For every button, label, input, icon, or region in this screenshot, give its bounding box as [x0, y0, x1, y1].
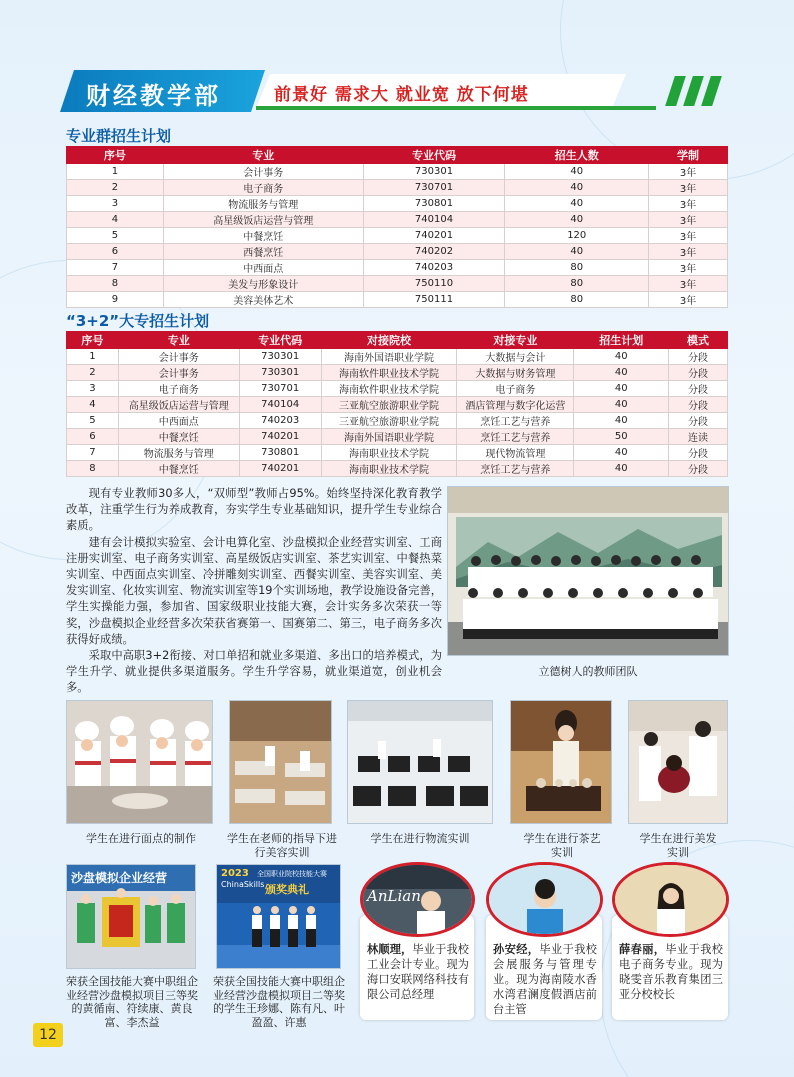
table-cell: 海南职业技术学院 — [321, 445, 457, 461]
table-cell: 40 — [574, 413, 669, 429]
table-row — [67, 429, 728, 445]
table-cell: 高星级饭店运营与管理 — [163, 212, 363, 228]
graduate-desc: 毕业于我校电子商务专业。现为晓雯音乐教育集团三亚分校校长 — [619, 943, 723, 1001]
table-cell: 730301 — [363, 164, 505, 180]
column-header: 序号 — [67, 332, 119, 349]
table-cell: 美发与形象设计 — [163, 276, 363, 292]
award-banner-text: 沙盘模拟企业经营 — [71, 871, 168, 885]
table-cell: 连读 — [669, 429, 728, 445]
photo-caption: 学生在进行茶艺实训 — [523, 832, 601, 859]
table-cell: 7 — [67, 445, 119, 461]
graduate-text — [619, 942, 723, 1002]
table-row — [67, 196, 728, 212]
graduate-photo — [486, 862, 603, 937]
photo-caption: 学生在进行物流实训 — [370, 832, 470, 845]
table-cell: 海南外国语职业学院 — [321, 349, 457, 365]
table-cell: 大数据与财务管理 — [457, 365, 574, 381]
table-cell: 80 — [505, 276, 649, 292]
table-cell: 1 — [67, 349, 119, 365]
header-underline — [256, 106, 656, 110]
table-cell: 3年 — [649, 260, 728, 276]
table-cell: 烹饪工艺与营养 — [457, 413, 574, 429]
column-header: 招生计划 — [574, 332, 669, 349]
table-cell: 烹饪工艺与营养 — [457, 429, 574, 445]
table-cell: 740203 — [363, 260, 505, 276]
graduate-desc: 毕业于我校工业会计专业。现为海口安联网络科技有限公司总经理 — [367, 943, 469, 1001]
table-row — [67, 413, 728, 429]
table-row — [67, 180, 728, 196]
header-slogan: 前景好 需求大 就业宽 放下何堪 — [274, 85, 529, 105]
award-sandbox-photo — [66, 864, 196, 969]
award-year: 2023 — [221, 868, 249, 879]
table-cell: 分段 — [669, 461, 728, 477]
hairdressing-class-photo — [628, 700, 728, 824]
table-cell: 740201 — [239, 429, 321, 445]
table-cell: 西餐烹饪 — [163, 244, 363, 260]
table-row — [67, 244, 728, 260]
column-header: 招生人数 — [505, 147, 649, 164]
table-cell: 中餐烹饪 — [118, 461, 239, 477]
table-cell: 3年 — [649, 276, 728, 292]
graduate-name: 孙安经， — [493, 943, 540, 956]
graduate-desc: 毕业于我校会展服务与管理专业。现为海南陵水香水湾君澜度假酒店前台主管 — [493, 943, 597, 1016]
table-cell: 5 — [67, 228, 164, 244]
teacher-team-photo — [447, 486, 729, 656]
table-cell: 会计事务 — [118, 349, 239, 365]
column-header: 专业 — [163, 147, 363, 164]
award-ceremony-photo — [216, 864, 341, 969]
graduate-photo — [360, 862, 475, 937]
table-cell: 730301 — [239, 349, 321, 365]
page-title: 财经教学部 — [86, 82, 221, 110]
table-cell: 海南外国语职业学院 — [321, 429, 457, 445]
table-cell: 三亚航空旅游职业学院 — [321, 413, 457, 429]
table-cell: 3年 — [649, 292, 728, 308]
table-cell: 3 — [67, 196, 164, 212]
column-header: 序号 — [67, 147, 164, 164]
table-cell: 分段 — [669, 381, 728, 397]
graduate-photo — [612, 862, 729, 937]
photo-caption: 学生在进行美发实训 — [639, 832, 717, 859]
table-cell: 4 — [67, 397, 119, 413]
table-cell: 50 — [574, 429, 669, 445]
stripes-decoration — [666, 76, 726, 106]
table-cell: 3 — [67, 381, 119, 397]
table-cell: 2 — [67, 180, 164, 196]
table1-title: 专业群招生计划 — [66, 127, 172, 145]
intro-paragraph: 现有专业教师30多人，“双师型”教师占95%。始终坚持深化教育教学改革，注重学生行为养成教育，夯实学生专业基础知识，提升学生专业综合素质。 — [66, 487, 442, 533]
table-cell: 740203 — [239, 413, 321, 429]
table-cell: 740202 — [363, 244, 505, 260]
table-row — [67, 228, 728, 244]
table-cell: 电子商务 — [163, 180, 363, 196]
table-cell: 物流服务与管理 — [163, 196, 363, 212]
table-row — [67, 397, 728, 413]
table-cell: 740104 — [363, 212, 505, 228]
table-row — [67, 292, 728, 308]
table-cell: 大数据与会计 — [457, 349, 574, 365]
intro-paragraph: 采取中高职3+2衔接、对口单招和就业多渠道、多出口的培养模式，为学生升学、就业提供多渠道服务。学生升学容易，就业渠道宽，创业机会多。 — [66, 649, 442, 695]
table-cell: 730301 — [239, 365, 321, 381]
table-cell: 6 — [67, 429, 119, 445]
table-row — [67, 461, 728, 477]
table-cell: 740201 — [363, 228, 505, 244]
table-cell: 中西面点 — [163, 260, 363, 276]
table-cell: 730801 — [363, 196, 505, 212]
table-cell: 40 — [574, 349, 669, 365]
table-cell: 高星级饭店运营与管理 — [118, 397, 239, 413]
table-cell: 40 — [574, 397, 669, 413]
table-cell: 海南软件职业技术学院 — [321, 365, 457, 381]
photo-caption: 学生在老师的指导下进行美容实训 — [227, 832, 337, 859]
table-cell: 三亚航空旅游职业学院 — [321, 397, 457, 413]
table-cell: 740201 — [239, 461, 321, 477]
table-cell: 3年 — [649, 212, 728, 228]
table-cell: 7 — [67, 260, 164, 276]
table-cell: 40 — [505, 212, 649, 228]
table-cell: 740104 — [239, 397, 321, 413]
table-cell: 6 — [67, 244, 164, 260]
table-row — [67, 212, 728, 228]
column-header: 专业 — [118, 332, 239, 349]
award-caption: 荣获全国技能大赛中职组企业经营沙盘模拟项目三等奖的黄循南、符续康、黄良富、李杰益 — [66, 975, 198, 1029]
award-brand: ChinaSkills — [221, 880, 265, 889]
table-cell: 40 — [505, 244, 649, 260]
table-cell: 分段 — [669, 365, 728, 381]
intro-text — [66, 486, 442, 697]
table-cell: 中餐烹饪 — [118, 429, 239, 445]
column-header: 专业代码 — [363, 147, 505, 164]
table-cell: 4 — [67, 212, 164, 228]
column-header: 专业代码 — [239, 332, 321, 349]
table-cell: 海南职业技术学院 — [321, 461, 457, 477]
column-header: 对接院校 — [321, 332, 457, 349]
table-cell: 3年 — [649, 164, 728, 180]
table-row — [67, 276, 728, 292]
column-header: 模式 — [669, 332, 728, 349]
table-cell: 分段 — [669, 349, 728, 365]
table-row — [67, 381, 728, 397]
table-cell: 9 — [67, 292, 164, 308]
table-cell: 海南软件职业技术学院 — [321, 381, 457, 397]
table-cell: 750111 — [363, 292, 505, 308]
table-cell: 电子商务 — [457, 381, 574, 397]
page-number: 12 — [33, 1023, 63, 1047]
table-row — [67, 445, 728, 461]
award-caption: 荣获全国技能大赛中职组企业经营沙盘模拟项目二等奖的学生王珍娜、陈有凡、叶盈盈、许惠 — [213, 975, 345, 1029]
graduate-text — [493, 942, 597, 1017]
column-header: 学制 — [649, 147, 728, 164]
table-cell: 中西面点 — [118, 413, 239, 429]
team-photo-caption: 立德树人的教师团队 — [538, 665, 638, 678]
college-plan-table — [66, 331, 728, 477]
table-cell: 分段 — [669, 413, 728, 429]
table-cell: 40 — [574, 365, 669, 381]
award-sub-text: 颁奖典礼 — [265, 883, 309, 896]
table-cell: 1 — [67, 164, 164, 180]
table-cell: 中餐烹饪 — [163, 228, 363, 244]
table-cell: 烹饪工艺与营养 — [457, 461, 574, 477]
table-cell: 分段 — [669, 445, 728, 461]
photo-caption: 学生在进行面点的制作 — [86, 832, 196, 845]
enrollment-table — [66, 146, 728, 308]
table-cell: 120 — [505, 228, 649, 244]
table-cell: 3年 — [649, 180, 728, 196]
graduate-name: 薛春丽， — [619, 943, 666, 956]
company-sign: AnLian — [367, 887, 421, 905]
graduate-text — [367, 942, 469, 1002]
table-cell: 会计事务 — [118, 365, 239, 381]
table-cell: 730701 — [239, 381, 321, 397]
pastry-class-photo — [66, 700, 213, 824]
table-cell: 3年 — [649, 196, 728, 212]
graduate-name: 林顺理， — [367, 943, 413, 956]
table-cell: 730801 — [239, 445, 321, 461]
table-row — [67, 365, 728, 381]
table-cell: 酒店管理与数字化运营 — [457, 397, 574, 413]
table-cell: 40 — [505, 196, 649, 212]
table-cell: 分段 — [669, 397, 728, 413]
table-cell: 8 — [67, 461, 119, 477]
table-row — [67, 164, 728, 180]
award-banner-text: 全国职业院校技能大赛 — [257, 870, 327, 878]
section-header — [60, 70, 735, 112]
table-cell: 5 — [67, 413, 119, 429]
table-cell: 会计事务 — [163, 164, 363, 180]
table-cell: 80 — [505, 260, 649, 276]
table-row — [67, 349, 728, 365]
table-cell: 40 — [574, 381, 669, 397]
intro-paragraph: 建有会计模拟实验室、会计电算化室、沙盘模拟企业经营实训室、工商注册实训室、电子商务实训室、高星级饭店实训室、茶艺实训室、中餐热菜实训室、中西面点实训室、冷拼雕刻实训室、西餐实训室、美容实训室、美发实训室、化妆实训室、物流实训室等19个实训场地，教学设施设备完善，学生实操能力强，参加省、国家级职业技能大赛，会计实务多次荣获一等奖，沙盘模拟企业经营多次荣获省赛第一、国赛第二、第三，电子商务多次获得好成绩。 — [66, 535, 442, 646]
table2-title: “3+2”大专招生计划 — [66, 312, 210, 330]
column-header: 对接专业 — [457, 332, 574, 349]
table-cell: 40 — [574, 461, 669, 477]
tea-class-photo — [510, 700, 612, 824]
table-cell: 2 — [67, 365, 119, 381]
table-cell: 3年 — [649, 228, 728, 244]
table-row — [67, 260, 728, 276]
table-cell: 现代物流管理 — [457, 445, 574, 461]
table-cell: 电子商务 — [118, 381, 239, 397]
table-cell: 物流服务与管理 — [118, 445, 239, 461]
table-cell: 8 — [67, 276, 164, 292]
table-cell: 80 — [505, 292, 649, 308]
table-cell: 40 — [505, 164, 649, 180]
table-cell: 美容美体艺术 — [163, 292, 363, 308]
table-cell: 730701 — [363, 180, 505, 196]
logistics-class-photo — [347, 700, 493, 824]
table-cell: 40 — [505, 180, 649, 196]
table-cell: 750110 — [363, 276, 505, 292]
beauty-class-photo — [229, 700, 332, 824]
table-cell: 40 — [574, 445, 669, 461]
table-cell: 3年 — [649, 244, 728, 260]
